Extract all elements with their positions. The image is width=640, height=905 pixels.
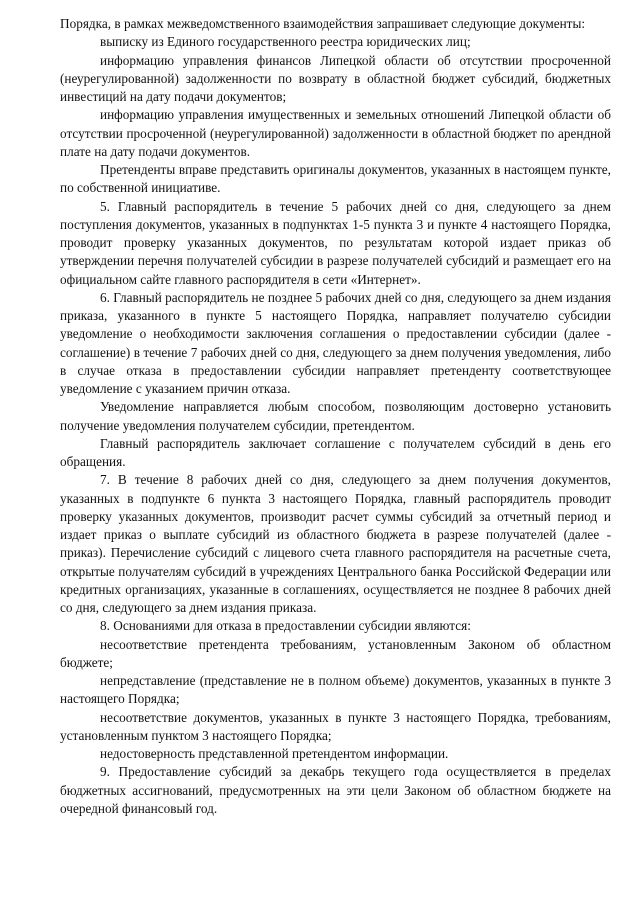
- paragraph-clause-6: 6. Главный распорядитель не позднее 5 рабочих дней со дня, следующего за днем издания приказа, указанного в пункте 5 настоящего Порядка, направляет получателю субсидии уведомление о необходимости заключения соглашения о предоставлении субсидии (далее - соглашение) в течение 7 рабочих дней со дня, следующего за днем получения уведомления, либо в случае отказа в предоставлении субсидии направляет претенденту соответствующее уведомление с указанием причин отказа.: [60, 289, 611, 396]
- paragraph: Претенденты вправе представить оригиналы документов, указанных в настоящем пункте, по собственной инициативе.: [60, 162, 611, 196]
- paragraph-clause-5: 5. Главный распорядитель в течение 5 рабочих дней со дня, следующего за днем поступления документов, указанных в подпунктах 1-5 пункта 3 и пункте 4 настоящего Порядка, проводит проверку указанных документов, по результатам которой издает приказ об утверждении перечня получателей субсидии в разрезе получателей субсидий и размещает его на официальном сайте главного распорядителя в сети «Интернет».: [60, 198, 611, 287]
- paragraph: Уведомление направляется любым способом, позволяющим достоверно установить получение уведомления получателем субсидии, претендентом.: [60, 399, 611, 433]
- paragraph: Главный распорядитель заключает соглашение с получателем субсидий в день его обращения.: [60, 435, 611, 469]
- document-page: [60, 15, 611, 818]
- paragraph-list-item: несоответствие документов, указанных в пункте 3 настоящего Порядка, требованиям, установленным пунктом 3 настоящего Порядка;: [60, 709, 611, 743]
- paragraph-list-item: непредставление (представление не в полном объеме) документов, указанных в пункте 3 настоящего Порядка;: [60, 673, 611, 707]
- paragraph-clause-9: 9. Предоставление субсидий за декабрь текущего года осуществляется в пределах бюджетных ассигнований, предусмотренных на эти цели Законом об областном бюджете на очередной финансовый год.: [60, 764, 611, 816]
- paragraph-list-item: недостоверность представленной претендентом информации.: [100, 746, 449, 761]
- paragraph-list-item: информацию управления имущественных и земельных отношений Липецкой области об отсутствии просроченной (неурегулированной) задолженности в областной бюджет по арендной плате на дату подачи документов.: [60, 107, 611, 159]
- paragraph-clause-8: 8. Основаниями для отказа в предоставлении субсидии являются:: [100, 618, 471, 634]
- paragraph-clause-7: 7. В течение 8 рабочих дней со дня, следующего за днем получения документов, указанных в подпункте 6 пункта 3 настоящего Порядка, главный распорядитель проводит проверку указанных документов, производит расчет суммы субсидий за отчетный период и издает приказ о выплате субсидий из областного бюджета в разрезе получателей (далее - приказ). Перечисление субсидий с лицевого счета главного распорядителя на расчетные счета, открытые получателям субсидий в учреждениях Центрального банка Российской Федерации или кредитных организациях, указанные в соглашениях, осуществляется не позднее 8 рабочих дней со дня, следующего за днем издания приказа.: [60, 472, 611, 615]
- paragraph-list-item: выписку из Единого государственного реестра юридических лиц;: [100, 34, 471, 50]
- paragraph-list-item: информацию управления финансов Липецкой области об отсутствии просроченной (неурегулированной) задолженности по возврату в областной бюджет субсидий, бюджетных инвестиций на дату подачи документов;: [60, 52, 611, 104]
- paragraph-intro: Порядка, в рамках межведомственного взаимодействия запрашивает следующие документы:: [60, 16, 586, 31]
- paragraph-list-item: несоответствие претендента требованиям, установленным Законом об областном бюджете;: [60, 636, 611, 670]
